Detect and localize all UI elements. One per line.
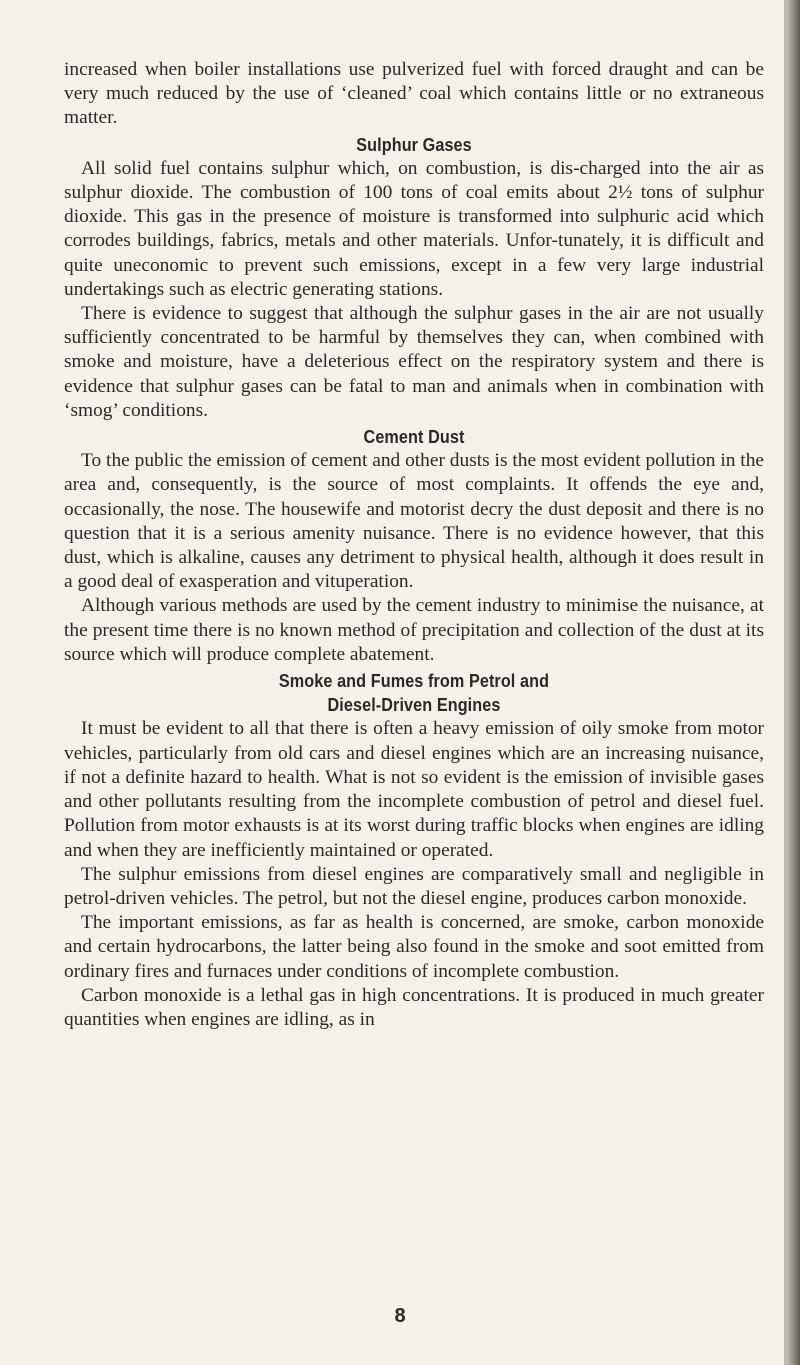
paragraph-engines-3: The important emissions, as far as health is concerned, are smoke, carbon monoxide and certain hydrocarbons, the latter being also found in the smoke and soot emitted from ordinary fires and furnaces under conditions of incomplete combustion. xyxy=(64,912,764,982)
paragraph-sulphur-1: All solid fuel contains sulphur which, on combustion, is dis-charged into the air as sulphur dioxide. The combustion of 100 tons of coal emits about 2½ tons of sulphur dioxide. This gas in the presence of moisture is transformed into sulphuric acid which corrodes buildings, fabrics, metals and other materials. Unfor-tunately, it is difficult and quite uneconomic to prevent such emissions, except in a few very large industrial undertakings such as electric generating stations. xyxy=(64,157,764,300)
heading-smoke-fumes: Smoke and Fumes from Petrol and Diesel-Driven Engines xyxy=(278,671,550,716)
page-edge-shadow xyxy=(786,0,800,1365)
paragraph-engines-4: Carbon monoxide is a lethal gas in high concentrations. It is produced in much greater quantities when engines are idling, as in xyxy=(64,984,764,1030)
paragraph-intro: increased when boiler installations use pulverized fuel with forced draught and can be very much reduced by the use of ‘cleaned’ coal which contains little or no extraneous matter. xyxy=(64,59,764,129)
page-body xyxy=(64,58,764,1032)
heading-cement-dust: Cement Dust xyxy=(363,427,465,448)
page-number: 8 xyxy=(394,1305,406,1327)
paragraph-sulphur-2: There is evidence to suggest that although the sulphur gases in the air are not usually sufficiently concentrated to be harmful by themselves they can, when combined with smoke and moisture, have a deleterious effect on the respiratory system and there is evidence that sulphur gases can be fatal to man and animals when in combination with ‘smog’ conditions. xyxy=(64,303,764,421)
paragraph-engines-2: The sulphur emissions from diesel engines are comparatively small and negligible in petrol-driven vehicles. The petrol, but not the diesel engine, produces carbon monoxide. xyxy=(64,863,764,909)
paragraph-engines-1: It must be evident to all that there is often a heavy emission of oily smoke from motor vehicles, particularly from old cars and diesel engines which are an increasing nuisance, if not a definite hazard to health. What is not so evident is the emission of invisible gases and other pollutants resulting from the incomplete combustion of petrol and diesel fuel. Pollution from motor exhausts is at its worst during traffic blocks when engines are idling and when they are inefficiently maintained or operated. xyxy=(64,718,764,861)
heading-sulphur-gases: Sulphur Gases xyxy=(356,134,472,155)
paragraph-cement-1: To the public the emission of cement and other dusts is the most evident pollution in the area and, consequently, is the source of most complaints. It offends the eye and, occasionally, the nose. The housewife and motorist decry the dust deposit and there is no question that it is a serious amenity nuisance. There is no evidence however, that this dust, which is alkaline, causes any detriment to physical health, although it does result in a good deal of exasperation and vituperation. xyxy=(64,450,764,593)
paragraph-cement-2: Although various methods are used by the cement industry to minimise the nuisance, at the present time there is no known method of precipitation and collection of the dust at its source which will produce complete abatement. xyxy=(64,595,764,665)
